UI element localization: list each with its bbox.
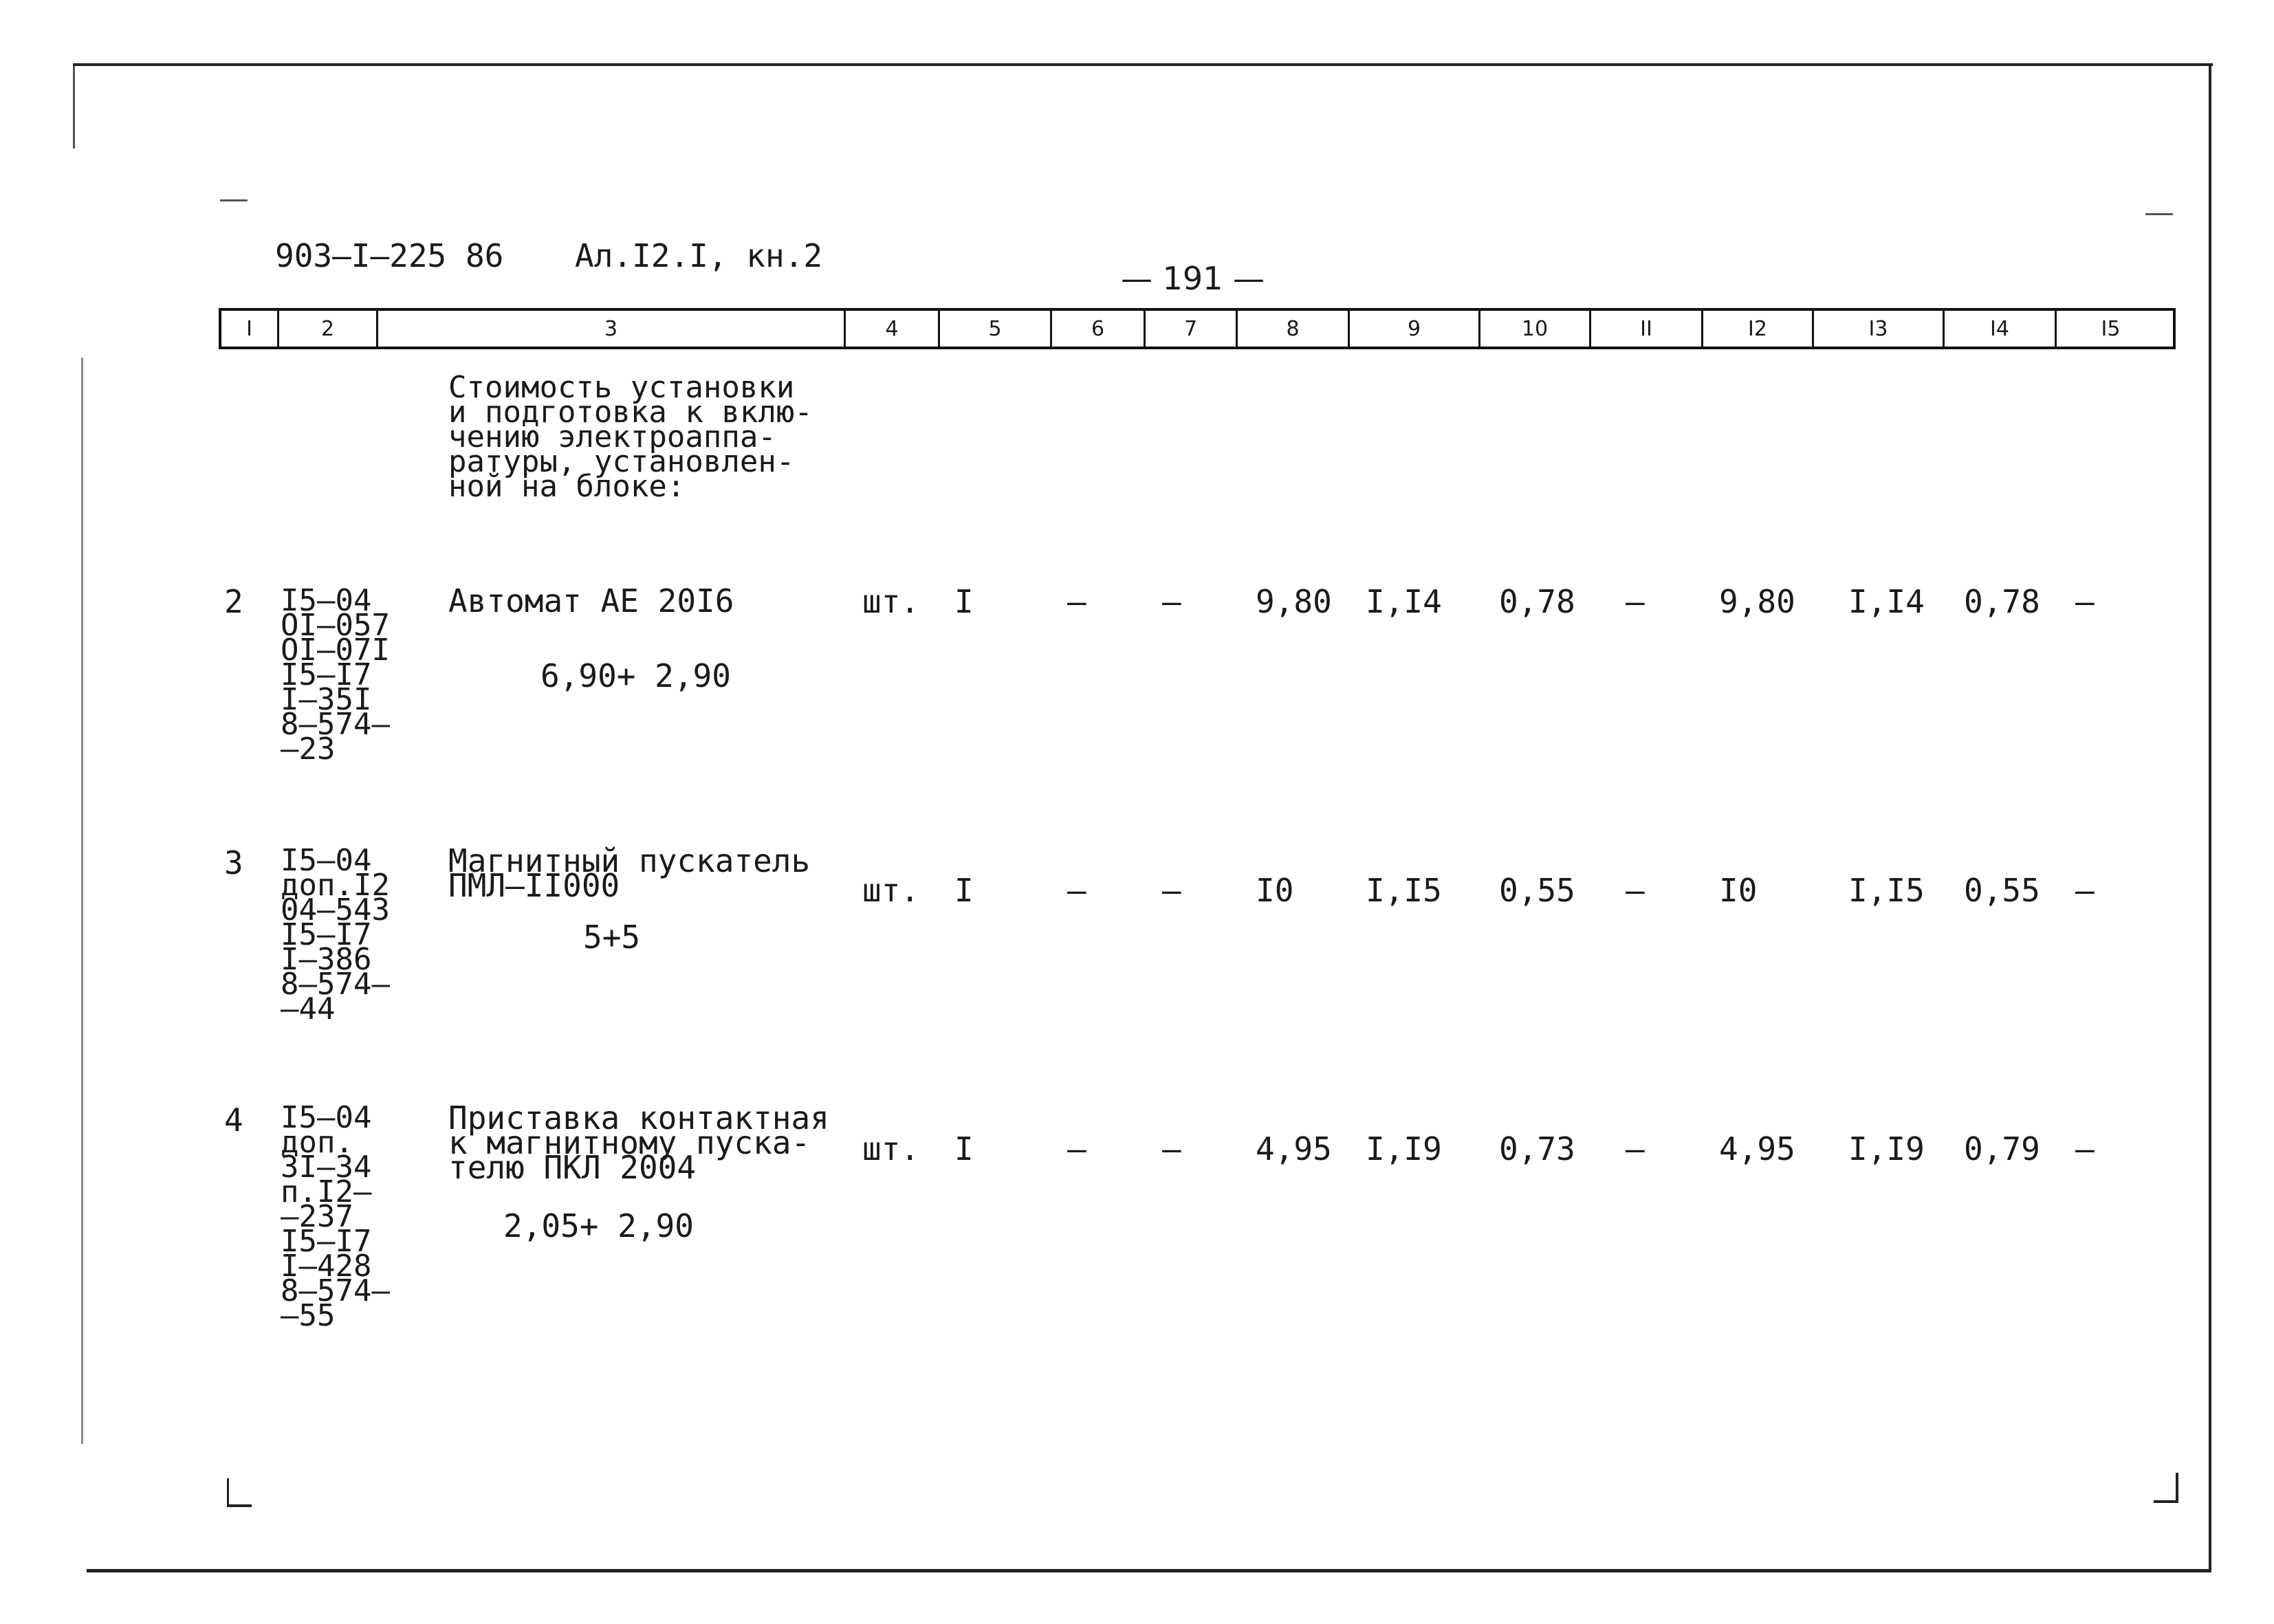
column-header: 7 bbox=[1146, 311, 1238, 347]
row-number: 2 bbox=[224, 583, 243, 620]
col-7: – bbox=[1162, 1130, 1181, 1167]
column-header: I bbox=[221, 311, 279, 347]
column-header: 10 bbox=[1480, 311, 1591, 347]
corner-mark-bottom-left-foot bbox=[227, 1504, 252, 1507]
quantity: I bbox=[954, 583, 974, 620]
quantity: I bbox=[954, 1130, 974, 1167]
col-8: 9,80 bbox=[1256, 583, 1332, 620]
col-12: 9,80 bbox=[1719, 583, 1795, 620]
col-7: – bbox=[1162, 872, 1181, 909]
corner-mark-top-left bbox=[220, 199, 248, 201]
corner-mark-bottom-left bbox=[227, 1478, 229, 1506]
frame-right-line bbox=[2209, 66, 2211, 1572]
corner-mark-bottom-right bbox=[2176, 1473, 2178, 1503]
column-header-row bbox=[219, 308, 2176, 349]
col-6: – bbox=[1067, 872, 1086, 909]
column-header: 3 bbox=[378, 311, 846, 347]
column-header: 9 bbox=[1350, 311, 1480, 347]
col-13: I,I9 bbox=[1848, 1130, 1925, 1167]
column-header: I3 bbox=[1814, 311, 1945, 347]
col-10: 0,78 bbox=[1499, 583, 1575, 620]
frame-left-line-lower bbox=[81, 358, 83, 1444]
section-title: Стоимость установки и подготовка к вклю- чению электроаппа- ратуры, установлен- ной на блоке: bbox=[448, 370, 813, 504]
col-12: 4,95 bbox=[1719, 1130, 1795, 1167]
column-header: 2 bbox=[279, 311, 378, 347]
price-calculation: 5+5 bbox=[583, 919, 641, 956]
col-13: I,I4 bbox=[1848, 583, 1925, 620]
page-number: — 191 — bbox=[1121, 260, 1265, 297]
col-9: I,I5 bbox=[1366, 872, 1442, 909]
price-calculation: 2,05+ 2,90 bbox=[503, 1207, 694, 1244]
row-number: 4 bbox=[224, 1101, 243, 1139]
unit: шт. bbox=[862, 872, 920, 909]
norm-code: I5–04 доп. 3I–34 п.I2– –237 I5–I7 I–428 8–574– –55 bbox=[281, 1100, 390, 1333]
column-header: 8 bbox=[1238, 311, 1350, 347]
frame-left-line bbox=[73, 66, 75, 149]
col-15: – bbox=[2075, 872, 2095, 909]
col-8: I0 bbox=[1256, 872, 1294, 909]
quantity: I bbox=[954, 872, 974, 909]
column-header: II bbox=[1591, 311, 1703, 347]
corner-mark-bottom-right-foot bbox=[2154, 1500, 2178, 1503]
item-name: Магнитный пускатель ПМЛ–II000 bbox=[448, 842, 811, 904]
column-header: I2 bbox=[1703, 311, 1814, 347]
document-reference: Ал.I2.I, кн.2 bbox=[575, 237, 823, 274]
col-14: 0,78 bbox=[1964, 583, 2040, 620]
column-header: I5 bbox=[2101, 316, 2121, 341]
item-name: Автомат АЕ 20I6 bbox=[448, 582, 734, 619]
document-code: 903–I–225 86 bbox=[275, 237, 504, 274]
frame-top-line bbox=[73, 63, 2213, 66]
col-15: – bbox=[2075, 1130, 2095, 1167]
col-12: I0 bbox=[1719, 872, 1758, 909]
price-calculation: 6,90+ 2,90 bbox=[540, 657, 731, 694]
col-14: 0,55 bbox=[1964, 872, 2040, 909]
col-10: 0,73 bbox=[1499, 1130, 1575, 1167]
item-name: Приставка контактная к магнитному пуска- телю ПКЛ 2004 bbox=[448, 1099, 829, 1186]
col-15: – bbox=[2075, 583, 2095, 620]
norm-code: I5–04 OI–057 OI–07I I5–I7 I–35I 8–574– –23 bbox=[281, 583, 390, 767]
norm-code: I5–04 доп.I2 04–543 I5–I7 I–386 8–574– –44 bbox=[281, 843, 390, 1027]
col-14: 0,79 bbox=[1964, 1130, 2040, 1167]
col-11: – bbox=[1626, 1130, 1645, 1167]
col-13: I,I5 bbox=[1848, 872, 1925, 909]
unit: шт. bbox=[862, 583, 920, 620]
unit: шт. bbox=[862, 1130, 920, 1167]
col-9: I,I4 bbox=[1366, 583, 1442, 620]
frame-bottom-line bbox=[87, 1569, 2211, 1572]
col-11: – bbox=[1626, 583, 1645, 620]
column-header: I4 bbox=[1945, 311, 2057, 347]
corner-mark-top-right bbox=[2145, 213, 2173, 215]
col-8: 4,95 bbox=[1256, 1130, 1332, 1167]
column-header: 5 bbox=[940, 311, 1052, 347]
column-header: 6 bbox=[1052, 311, 1146, 347]
col-7: – bbox=[1162, 583, 1181, 620]
col-10: 0,55 bbox=[1499, 872, 1575, 909]
col-6: – bbox=[1067, 1130, 1086, 1167]
col-9: I,I9 bbox=[1366, 1130, 1442, 1167]
column-header: 4 bbox=[846, 311, 940, 347]
col-6: – bbox=[1067, 583, 1086, 620]
col-11: – bbox=[1626, 872, 1645, 909]
row-number: 3 bbox=[224, 844, 243, 881]
